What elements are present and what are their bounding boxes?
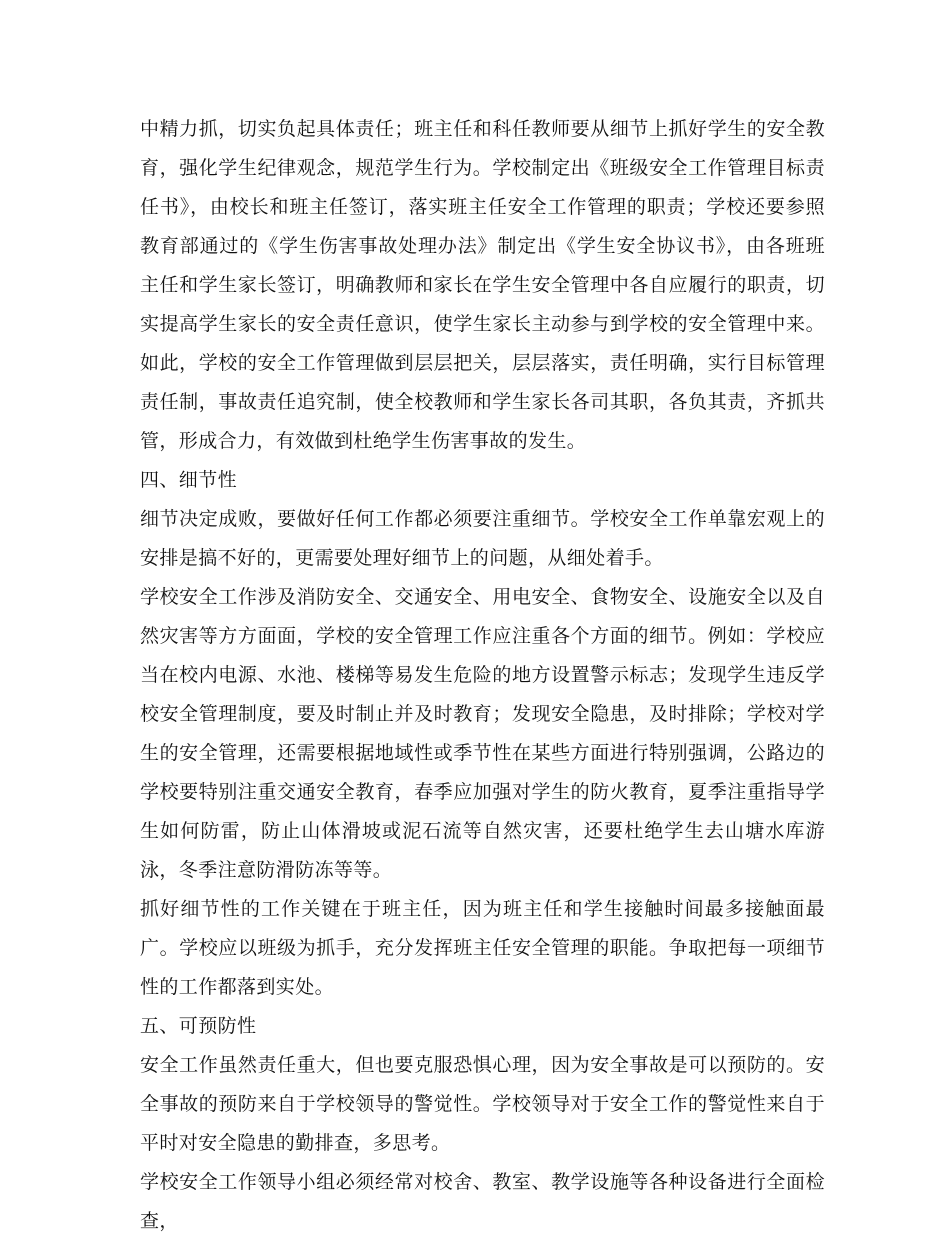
paragraph-inspection: 学校安全工作领导小组必须经常对校舍、教室、教学设施等各种设备进行全面检查， <box>140 1171 825 1232</box>
section-heading-preventability: 五、可预防性 <box>140 1015 257 1037</box>
document-body <box>140 110 825 1241</box>
paragraph-preventability-intro: 安全工作虽然责任重大，但也要克服恐惧心理，因为安全事故是可以预防的。安全事故的预防来自于学校领导的警觉性。学校领导对于安全工作的警觉性来自于平时对安全隐患的勤排查，多思考。 <box>140 1054 825 1154</box>
paragraph-responsibility: 中精力抓，切实负起具体责任；班主任和科任教师要从细节上抓好学生的安全教育，强化学生纪律观念，规范学生行为。学校制定出《班级安全工作管理目标责任书》，由校长和班主任签订，落实班主任安全工作管理的职责；学校还要参照教育部通过的《学生伤害事故处理办法》制定出《学生安全协议书》，由各班班主任和学生家长签订，明确教师和家长在学生安全管理中各自应履行的职责，切实提高学生家长的安全责任意识，使学生家长主动参与到学校的安全管理中来。如此，学校的安全工作管理做到层层把关，层层落实，责任明确，实行目标管理责任制，事故责任追究制，使全校教师和学生家长各司其职，各负其责，齐抓共管，形成合力，有效做到杜绝学生伤害事故的发生。 <box>140 118 825 452</box>
paragraph-detail-class-teacher: 抓好细节性的工作关键在于班主任，因为班主任和学生接触时间最多接触面最广。学校应以班级为抓手，充分发挥班主任安全管理的职能。争取把每一项细节性的工作都落到实处。 <box>140 898 825 998</box>
section-heading-detail: 四、细节性 <box>140 469 238 491</box>
paragraph-detail-intro: 细节决定成败，要做好任何工作都必须要注重细节。学校安全工作单靠宏观上的安排是搞不好的，更需要处理好细节上的问题，从细处着手。 <box>140 508 825 569</box>
paragraph-detail-aspects: 学校安全工作涉及消防安全、交通安全、用电安全、食物安全、设施安全以及自然灾害等方方面面，学校的安全管理工作应注重各个方面的细节。例如：学校应当在校内电源、水池、楼梯等易发生危险的地方设置警示标志；发现学生违反学校安全管理制度，要及时制止并及时教育；发现安全隐患，及时排除；学校对学生的安全管理，还需要根据地域性或季节性在某些方面进行特别强调，公路边的学校要特别注重交通安全教育，春季应加强对学生的防火教育，夏季注重指导学生如何防雷，防止山体滑坡或泥石流等自然灾害，还要杜绝学生去山塘水库游泳，冬季注意防滑防冻等等。 <box>140 586 825 881</box>
